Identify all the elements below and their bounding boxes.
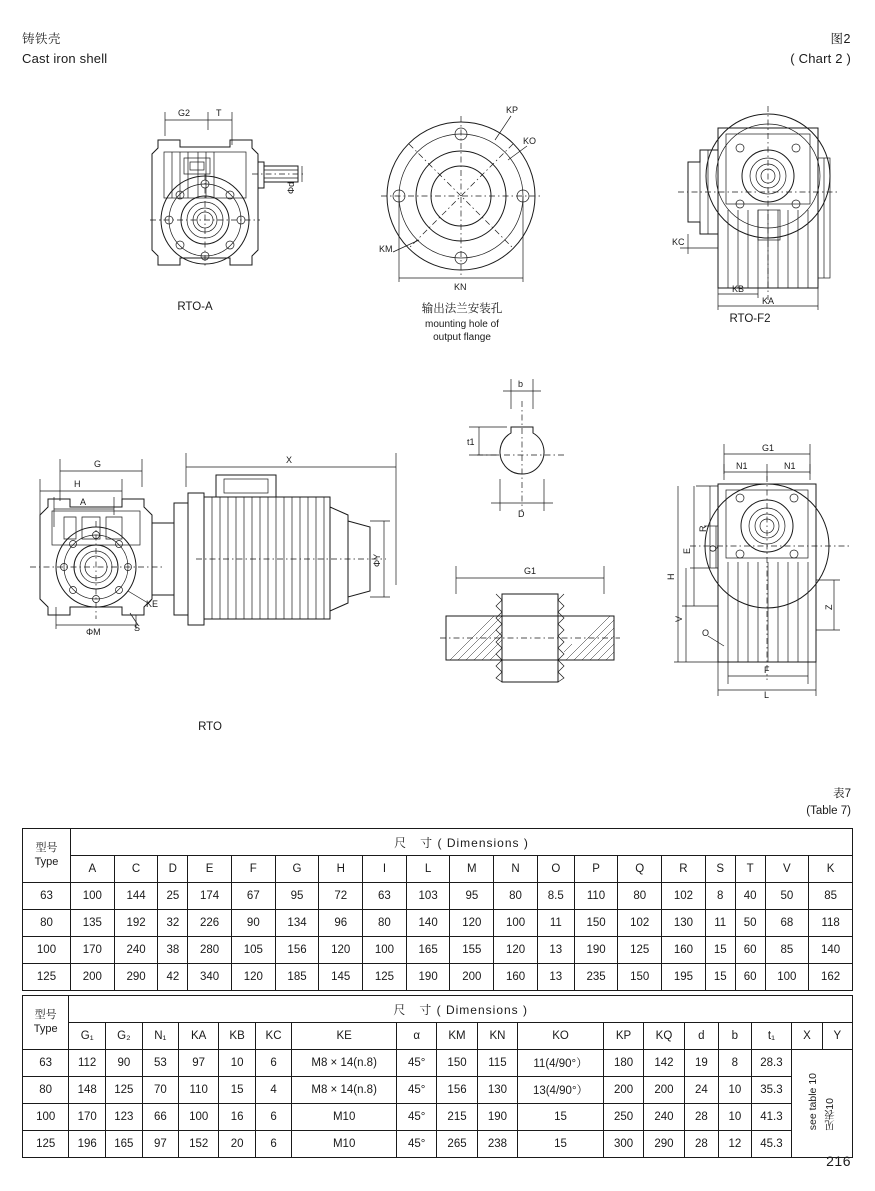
flange-caption-en-2: output flange	[433, 332, 491, 344]
cell-value: 20	[219, 1131, 255, 1158]
cell-type-header	[23, 829, 71, 883]
cell-value: 85	[765, 937, 809, 964]
cell-value: 103	[406, 883, 450, 910]
cell-value: 11	[705, 910, 735, 937]
cell-value: 8.5	[537, 883, 574, 910]
svg-text:L: L	[764, 690, 770, 700]
svg-text:b: b	[518, 379, 524, 389]
cell-value: 15	[518, 1131, 604, 1158]
cell-value: 140	[809, 937, 853, 964]
cell-value: 170	[69, 1104, 106, 1131]
cell-value: 150	[574, 910, 618, 937]
type-header-en: Type	[34, 855, 59, 868]
svg-text:KP: KP	[506, 105, 519, 115]
cell-value: 15	[518, 1104, 604, 1131]
cell-value: 160	[494, 964, 538, 991]
cell-value: 100	[363, 937, 407, 964]
cell-value: 68	[765, 910, 809, 937]
type-header-cn: 型号	[34, 1008, 57, 1021]
cell-value: 240	[644, 1104, 684, 1131]
cell-value: 45.3	[751, 1131, 792, 1158]
cell-value: 90	[231, 910, 275, 937]
cell-value: 200	[71, 964, 115, 991]
svg-text:G2: G2	[178, 108, 191, 118]
cell-value: 102	[618, 910, 662, 937]
cell-value: 226	[188, 910, 232, 937]
cell-value: 13(4/90°）	[518, 1077, 604, 1104]
cell-value: 160	[662, 937, 706, 964]
table-dimensions-upper	[22, 828, 853, 991]
figure-rto-caption	[110, 720, 310, 736]
cell-value: 185	[275, 964, 319, 991]
figure-rto-f2-caption-text: RTO-F2	[729, 313, 771, 325]
cell-xy-note	[792, 1050, 853, 1158]
cell-dimensions-title: 尺 寸 ( Dimensions )	[69, 996, 853, 1023]
xy-note-cn: 见表10	[823, 1097, 836, 1131]
svg-text:Z: Z	[824, 604, 834, 610]
col-header-d: D	[158, 856, 188, 883]
svg-text:KA: KA	[762, 296, 775, 306]
cell-value: 123	[106, 1104, 143, 1131]
cell-value: 72	[319, 883, 363, 910]
cell-value: 125	[106, 1077, 143, 1104]
cell-value: 130	[477, 1077, 517, 1104]
cell-value: 10	[719, 1104, 752, 1131]
cell-value: 95	[450, 883, 494, 910]
cell-value: 134	[275, 910, 319, 937]
cell-value: 162	[809, 964, 853, 991]
cell-value: 95	[275, 883, 319, 910]
svg-text:N1: N1	[784, 461, 796, 471]
svg-text:H: H	[74, 479, 81, 489]
cell-value: 120	[494, 937, 538, 964]
col-header-m: M	[450, 856, 494, 883]
cell-value: 105	[231, 937, 275, 964]
cell-value: 118	[809, 910, 853, 937]
cell-value: 196	[69, 1131, 106, 1158]
cell-value: 170	[71, 937, 115, 964]
svg-text:E: E	[682, 547, 692, 554]
svg-text:KB: KB	[732, 284, 745, 294]
cell-value: 100	[71, 883, 115, 910]
cell-dimensions-title: 尺 寸 ( Dimensions )	[71, 829, 853, 856]
cell-value: 200	[644, 1077, 684, 1104]
cell-type: 125	[23, 1131, 69, 1158]
svg-text:KC: KC	[672, 237, 685, 247]
cell-value: 45°	[397, 1050, 437, 1077]
cell-value: 60	[735, 937, 765, 964]
cell-value: 8	[719, 1050, 752, 1077]
svg-text:G1: G1	[524, 566, 537, 576]
table-row	[23, 1050, 853, 1077]
cell-type: 100	[23, 937, 71, 964]
cell-value: 24	[684, 1077, 718, 1104]
col-header-a: A	[71, 856, 115, 883]
svg-text:KN: KN	[454, 282, 467, 290]
cell-value: 45°	[397, 1104, 437, 1131]
page-header-left	[22, 30, 107, 70]
svg-text:ΦM: ΦM	[86, 627, 101, 635]
cell-value: 53	[142, 1050, 178, 1077]
cell-value: 10	[719, 1077, 752, 1104]
cell-value: 100	[494, 910, 538, 937]
cell-value: 41.3	[751, 1104, 792, 1131]
cell-value: 110	[574, 883, 618, 910]
cell-value: 4	[255, 1077, 291, 1104]
type-header-cn: 型号	[35, 841, 58, 854]
col-header-v: V	[765, 856, 809, 883]
table-dimensions-lower	[22, 995, 853, 1158]
svg-text:KO: KO	[523, 136, 537, 146]
cell-value: 120	[231, 964, 275, 991]
cell-type: 100	[23, 1104, 69, 1131]
cell-value: 156	[437, 1077, 477, 1104]
figure-rto	[18, 375, 398, 635]
svg-text:KM: KM	[379, 244, 393, 254]
cell-value: 125	[618, 937, 662, 964]
cell-value: 195	[662, 964, 706, 991]
cell-value: 90	[106, 1050, 143, 1077]
cell-value: 165	[106, 1131, 143, 1158]
figure-rto-a	[80, 90, 310, 290]
cell-value: 150	[618, 964, 662, 991]
cell-value: 250	[603, 1104, 643, 1131]
cell-value: 192	[114, 910, 158, 937]
col-header-s: S	[705, 856, 735, 883]
cell-value: 100	[178, 1104, 218, 1131]
cell-value: 190	[406, 964, 450, 991]
cell-value: 180	[603, 1050, 643, 1077]
table-row	[23, 883, 853, 910]
cell-value: 140	[406, 910, 450, 937]
cell-value: 50	[735, 910, 765, 937]
cell-type: 80	[23, 910, 71, 937]
table-row-column-headers	[23, 856, 853, 883]
cell-value: 40	[735, 883, 765, 910]
cell-value: 15	[705, 937, 735, 964]
cell-value: 80	[494, 883, 538, 910]
cell-value: 290	[114, 964, 158, 991]
flange-caption-cn: 输出法兰安装孔	[421, 303, 503, 315]
col-header-km: KM	[437, 1023, 477, 1050]
svg-text:Q: Q	[708, 544, 718, 552]
svg-text:G: G	[94, 459, 102, 469]
cell-value: 13	[537, 937, 574, 964]
cell-type: 125	[23, 964, 71, 991]
cell-value: 102	[662, 883, 706, 910]
col-header-n: N	[494, 856, 538, 883]
col-header-r: R	[662, 856, 706, 883]
cell-value: M8 × 14(n.8)	[292, 1077, 397, 1104]
figure-rto-f2	[670, 98, 850, 313]
col-header-b: b	[719, 1023, 752, 1050]
table-row	[23, 1104, 853, 1131]
col-header-g1: G₁	[69, 1023, 106, 1050]
figure-output-flange-caption	[362, 302, 562, 345]
cell-value: 60	[735, 964, 765, 991]
cell-type: 63	[23, 1050, 69, 1077]
cell-value: 10	[219, 1050, 255, 1077]
svg-text:A: A	[80, 497, 87, 507]
table-row-column-headers	[23, 1023, 853, 1050]
cell-value: M10	[292, 1104, 397, 1131]
col-header-kb: KB	[219, 1023, 255, 1050]
table7-label	[806, 786, 851, 821]
header-chart-cn: 图2	[830, 32, 851, 46]
col-header-alpha: α	[397, 1023, 437, 1050]
cell-value: 11	[537, 910, 574, 937]
cell-value: 135	[71, 910, 115, 937]
cell-value: 125	[363, 964, 407, 991]
table7-label-cn: 表7	[833, 788, 851, 800]
cell-value: 80	[618, 883, 662, 910]
cell-value: 6	[255, 1131, 291, 1158]
col-header-g: G	[275, 856, 319, 883]
cell-value: 80	[363, 910, 407, 937]
cell-value: 190	[477, 1104, 517, 1131]
cell-value: 155	[450, 937, 494, 964]
figure-rto-f2-caption	[650, 312, 850, 328]
cell-value: 63	[363, 883, 407, 910]
svg-text:ΦY: ΦY	[372, 553, 382, 567]
cell-type: 63	[23, 883, 71, 910]
cell-value: 100	[765, 964, 809, 991]
figure-right-view	[660, 440, 860, 700]
cell-value: 97	[178, 1050, 218, 1077]
col-header-q: Q	[618, 856, 662, 883]
cell-value: 200	[603, 1077, 643, 1104]
col-header-g2: G₂	[106, 1023, 143, 1050]
col-header-kn: KN	[477, 1023, 517, 1050]
col-header-e: E	[188, 856, 232, 883]
col-header-c: C	[114, 856, 158, 883]
svg-text:H: H	[666, 573, 676, 580]
figure-rto-a-caption-text: RTO-A	[177, 301, 213, 313]
figures-area	[0, 80, 875, 770]
cell-value: 35.3	[751, 1077, 792, 1104]
col-header-l: L	[406, 856, 450, 883]
table-row	[23, 1131, 853, 1158]
table-row	[23, 964, 853, 991]
col-header-h: H	[319, 856, 363, 883]
svg-text:R: R	[698, 525, 708, 532]
cell-value: 120	[450, 910, 494, 937]
cell-value: 15	[705, 964, 735, 991]
figure-rto-a-caption	[95, 300, 295, 316]
cell-value: M8 × 14(n.8)	[292, 1050, 397, 1077]
cell-value: 13	[537, 964, 574, 991]
cell-value: 238	[477, 1131, 517, 1158]
cell-value: 115	[477, 1050, 517, 1077]
cell-value: 340	[188, 964, 232, 991]
svg-text:F: F	[764, 665, 770, 675]
svg-text:D: D	[518, 509, 525, 519]
cell-value: 120	[319, 937, 363, 964]
col-header-d: d	[684, 1023, 718, 1050]
figure-shaft-section	[440, 560, 620, 690]
cell-value: 156	[275, 937, 319, 964]
col-header-i: I	[363, 856, 407, 883]
svg-text:X: X	[286, 455, 293, 465]
cell-value: 28.3	[751, 1050, 792, 1077]
cell-value: 150	[437, 1050, 477, 1077]
svg-text:V: V	[674, 615, 684, 622]
col-header-kc: KC	[255, 1023, 291, 1050]
page-number: 216	[826, 1153, 851, 1169]
svg-text:G1: G1	[762, 443, 775, 453]
cell-value: 145	[319, 964, 363, 991]
col-header-n1: N₁	[142, 1023, 178, 1050]
cell-value: 148	[69, 1077, 106, 1104]
col-header-ke: KE	[292, 1023, 397, 1050]
cell-value: 265	[437, 1131, 477, 1158]
col-header-ko: KO	[518, 1023, 604, 1050]
xy-note-en: see table 10	[807, 1073, 820, 1131]
cell-value: 240	[114, 937, 158, 964]
table-row-header-top	[23, 829, 853, 856]
svg-text:O: O	[702, 628, 710, 638]
cell-value: 15	[219, 1077, 255, 1104]
cell-type: 80	[23, 1077, 69, 1104]
page-header-right	[790, 30, 851, 70]
cell-value: 174	[188, 883, 232, 910]
header-title-cn: 铸铁壳	[22, 32, 62, 46]
table-row	[23, 910, 853, 937]
col-header-t: T	[735, 856, 765, 883]
col-header-o: O	[537, 856, 574, 883]
svg-text:Φd: Φd	[286, 181, 296, 194]
cell-value: 25	[158, 883, 188, 910]
cell-value: 11(4/90°）	[518, 1050, 604, 1077]
figure-keyway	[455, 375, 585, 525]
cell-value: 290	[644, 1131, 684, 1158]
cell-value: 67	[231, 883, 275, 910]
cell-value: 85	[809, 883, 853, 910]
table-row-header-top	[23, 996, 853, 1023]
col-header-x: X	[792, 1023, 822, 1050]
cell-value: 235	[574, 964, 618, 991]
cell-value: 28	[684, 1131, 718, 1158]
cell-value: 300	[603, 1131, 643, 1158]
cell-value: 215	[437, 1104, 477, 1131]
col-header-y: Y	[822, 1023, 852, 1050]
svg-text:S: S	[134, 623, 141, 633]
cell-value: 45°	[397, 1077, 437, 1104]
col-header-ka: KA	[178, 1023, 218, 1050]
cell-value: 97	[142, 1131, 178, 1158]
cell-type-header	[23, 996, 69, 1050]
cell-value: 144	[114, 883, 158, 910]
cell-value: 8	[705, 883, 735, 910]
col-header-kp: KP	[603, 1023, 643, 1050]
cell-value: 6	[255, 1050, 291, 1077]
col-header-f: F	[231, 856, 275, 883]
col-header-t1: t₁	[751, 1023, 792, 1050]
figure-output-flange	[375, 100, 550, 290]
svg-text:t1: t1	[467, 437, 475, 447]
cell-value: 38	[158, 937, 188, 964]
cell-value: 6	[255, 1104, 291, 1131]
cell-value: 152	[178, 1131, 218, 1158]
svg-text:T: T	[216, 108, 222, 118]
svg-text:KE: KE	[146, 599, 159, 609]
cell-value: 70	[142, 1077, 178, 1104]
cell-value: 32	[158, 910, 188, 937]
cell-value: 50	[765, 883, 809, 910]
cell-value: 16	[219, 1104, 255, 1131]
cell-value: 112	[69, 1050, 106, 1077]
cell-value: 190	[574, 937, 618, 964]
cell-value: 28	[684, 1104, 718, 1131]
col-header-k: K	[809, 856, 853, 883]
cell-value: 12	[719, 1131, 752, 1158]
cell-value: 200	[450, 964, 494, 991]
figure-rto-caption-text: RTO	[198, 721, 222, 733]
svg-text:N1: N1	[736, 461, 748, 471]
cell-value: 280	[188, 937, 232, 964]
table7-label-en: (Table 7)	[806, 805, 851, 818]
cell-value: 19	[684, 1050, 718, 1077]
cell-value: 42	[158, 964, 188, 991]
type-header-en: Type	[33, 1022, 58, 1035]
cell-value: 165	[406, 937, 450, 964]
col-header-kq: KQ	[644, 1023, 684, 1050]
cell-value: M10	[292, 1131, 397, 1158]
header-title-en: Cast iron shell	[22, 51, 108, 67]
cell-value: 96	[319, 910, 363, 937]
table-row	[23, 937, 853, 964]
table-row	[23, 1077, 853, 1104]
cell-value: 66	[142, 1104, 178, 1131]
col-header-p: P	[574, 856, 618, 883]
cell-value: 130	[662, 910, 706, 937]
flange-caption-en-1: mounting hole of	[425, 318, 499, 330]
cell-value: 142	[644, 1050, 684, 1077]
header-chart-en: ( Chart 2 )	[790, 51, 851, 67]
cell-value: 110	[178, 1077, 218, 1104]
cell-value: 45°	[397, 1131, 437, 1158]
